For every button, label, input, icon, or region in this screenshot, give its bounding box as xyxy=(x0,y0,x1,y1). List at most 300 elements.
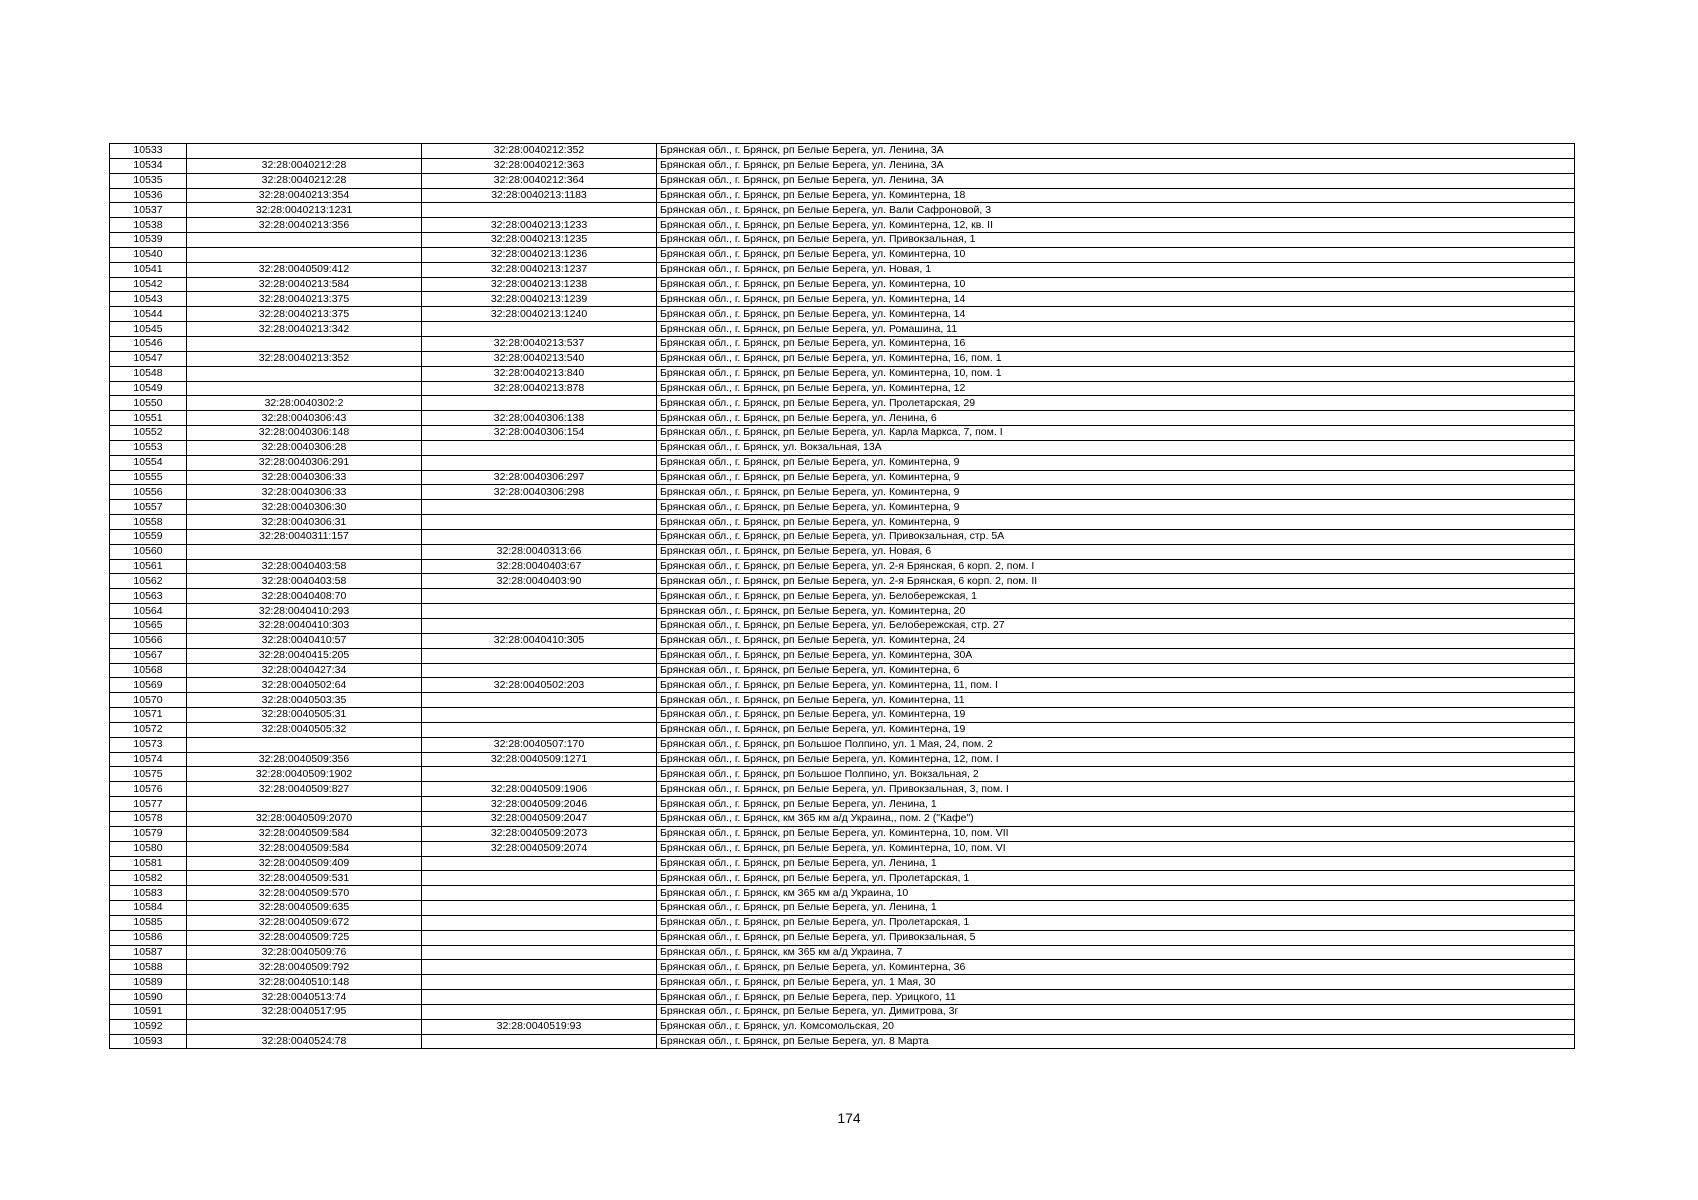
table-row xyxy=(110,648,1575,663)
object-number-cell xyxy=(422,1034,657,1049)
address-cell: Брянская обл., г. Брянск, рп Белые Берега, ул. Коминтерна, 14 xyxy=(657,292,1575,307)
address-cell: Брянская обл., г. Брянск, рп Белые Берега, ул. Ромашина, 11 xyxy=(657,322,1575,337)
row-number-cell: 10545 xyxy=(110,322,187,337)
table-row xyxy=(110,990,1575,1005)
row-number-cell: 10578 xyxy=(110,811,187,826)
table-row xyxy=(110,559,1575,574)
parcel-number-cell: 32:28:0040502:64 xyxy=(187,678,422,693)
address-cell: Брянская обл., г. Брянск, рп Белые Берега, ул. Коминтерна, 12 xyxy=(657,381,1575,396)
address-cell: Брянская обл., г. Брянск, рп Большое Полпино, ул. 1 Мая, 24, пом. 2 xyxy=(657,737,1575,752)
table-row xyxy=(110,411,1575,426)
row-number-cell: 10575 xyxy=(110,767,187,782)
address-cell: Брянская обл., г. Брянск, рп Белые Берега, ул. Коминтерна, 16 xyxy=(657,336,1575,351)
table-row xyxy=(110,500,1575,515)
table-row xyxy=(110,886,1575,901)
object-number-cell xyxy=(422,322,657,337)
address-cell: Брянская обл., г. Брянск, рп Белые Берега, ул. 8 Марта xyxy=(657,1034,1575,1049)
address-cell: Брянская обл., г. Брянск, рп Белые Берега, ул. 2-я Брянская, 6 корп. 2, пом. II xyxy=(657,574,1575,589)
address-cell: Брянская обл., г. Брянск, рп Белые Берега, ул. Ленина, 3А xyxy=(657,144,1575,159)
address-cell: Брянская обл., г. Брянск, рп Белые Берега, ул. Коминтерна, 11, пом. I xyxy=(657,678,1575,693)
object-number-cell xyxy=(422,648,657,663)
row-number-cell: 10549 xyxy=(110,381,187,396)
object-number-cell xyxy=(422,529,657,544)
parcel-number-cell: 32:28:0040509:584 xyxy=(187,841,422,856)
row-number-cell: 10577 xyxy=(110,797,187,812)
row-number-cell: 10536 xyxy=(110,188,187,203)
row-number-cell: 10585 xyxy=(110,915,187,930)
address-cell: Брянская обл., г. Брянск, рп Белые Берега, ул. Коминтерна, 9 xyxy=(657,470,1575,485)
address-cell: Брянская обл., г. Брянск, рп Белые Берега, ул. Привокзальная, 1 xyxy=(657,233,1575,248)
parcel-number-cell: 32:28:0040213:342 xyxy=(187,322,422,337)
row-number-cell: 10556 xyxy=(110,485,187,500)
row-number-cell: 10554 xyxy=(110,455,187,470)
table-row xyxy=(110,633,1575,648)
parcel-number-cell: 32:28:0040311:157 xyxy=(187,529,422,544)
object-number-cell xyxy=(422,915,657,930)
object-number-cell: 32:28:0040212:363 xyxy=(422,158,657,173)
parcel-number-cell: 32:28:0040306:33 xyxy=(187,485,422,500)
table-row xyxy=(110,515,1575,530)
row-number-cell: 10567 xyxy=(110,648,187,663)
table-row xyxy=(110,811,1575,826)
row-number-cell: 10571 xyxy=(110,708,187,723)
table-row xyxy=(110,574,1575,589)
document-table xyxy=(109,143,1575,1049)
parcel-number-cell: 32:28:0040213:375 xyxy=(187,307,422,322)
parcel-number-cell: 32:28:0040306:291 xyxy=(187,455,422,470)
parcel-number-cell: 32:28:0040410:303 xyxy=(187,619,422,634)
parcel-number-cell: 32:28:0040509:792 xyxy=(187,960,422,975)
row-number-cell: 10582 xyxy=(110,871,187,886)
parcel-number-cell: 32:28:0040410:57 xyxy=(187,633,422,648)
table-row xyxy=(110,604,1575,619)
table-row xyxy=(110,797,1575,812)
address-cell: Брянская обл., г. Брянск, рп Белые Берега, ул. Коминтерна, 9 xyxy=(657,485,1575,500)
object-number-cell: 32:28:0040509:2074 xyxy=(422,841,657,856)
row-number-cell: 10563 xyxy=(110,589,187,604)
parcel-number-cell: 32:28:0040212:28 xyxy=(187,158,422,173)
address-cell: Брянская обл., г. Брянск, рп Белые Берега, ул. 2-я Брянская, 6 корп. 2, пом. I xyxy=(657,559,1575,574)
parcel-number-cell xyxy=(187,381,422,396)
object-number-cell: 32:28:0040213:840 xyxy=(422,366,657,381)
object-number-cell: 32:28:0040213:1233 xyxy=(422,218,657,233)
table-body xyxy=(110,144,1575,1049)
address-cell: Брянская обл., г. Брянск, рп Белые Берега, ул. Коминтерна, 11 xyxy=(657,693,1575,708)
address-cell: Брянская обл., г. Брянск, км 365 км а/д Украина, 10 xyxy=(657,886,1575,901)
row-number-cell: 10589 xyxy=(110,975,187,990)
address-cell: Брянская обл., г. Брянск, рп Белые Берега, ул. Коминтерна, 10 xyxy=(657,277,1575,292)
object-number-cell xyxy=(422,500,657,515)
table-row xyxy=(110,708,1575,723)
address-cell: Брянская обл., г. Брянск, рп Белые Берега, ул. Коминтерна, 18 xyxy=(657,188,1575,203)
table-row xyxy=(110,1004,1575,1019)
parcel-number-cell xyxy=(187,144,422,159)
row-number-cell: 10569 xyxy=(110,678,187,693)
parcel-number-cell: 32:28:0040302:2 xyxy=(187,396,422,411)
address-cell: Брянская обл., г. Брянск, рп Большое Полпино, ул. Вокзальная, 2 xyxy=(657,767,1575,782)
table-row xyxy=(110,544,1575,559)
object-number-cell xyxy=(422,990,657,1005)
table-row xyxy=(110,678,1575,693)
table-row xyxy=(110,455,1575,470)
row-number-cell: 10584 xyxy=(110,901,187,916)
table-row xyxy=(110,619,1575,634)
table-row xyxy=(110,158,1575,173)
parcel-number-cell: 32:28:0040212:28 xyxy=(187,173,422,188)
object-number-cell xyxy=(422,871,657,886)
object-number-cell: 32:28:0040213:878 xyxy=(422,381,657,396)
parcel-number-cell: 32:28:0040509:725 xyxy=(187,930,422,945)
object-number-cell: 32:28:0040502:203 xyxy=(422,678,657,693)
parcel-number-cell: 32:28:0040509:531 xyxy=(187,871,422,886)
row-number-cell: 10568 xyxy=(110,663,187,678)
parcel-number-cell: 32:28:0040306:43 xyxy=(187,411,422,426)
address-cell: Брянская обл., г. Брянск, рп Белые Берега, ул. Новая, 6 xyxy=(657,544,1575,559)
row-number-cell: 10576 xyxy=(110,782,187,797)
object-number-cell: 32:28:0040212:364 xyxy=(422,173,657,188)
table-row xyxy=(110,841,1575,856)
address-cell: Брянская обл., г. Брянск, рп Белые Берега, ул. Белобережская, стр. 27 xyxy=(657,619,1575,634)
address-cell: Брянская обл., г. Брянск, рп Белые Берега, ул. Белобережская, 1 xyxy=(657,589,1575,604)
table-row xyxy=(110,826,1575,841)
row-number-cell: 10592 xyxy=(110,1019,187,1034)
parcel-number-cell: 32:28:0040503:35 xyxy=(187,693,422,708)
object-number-cell xyxy=(422,886,657,901)
object-number-cell: 32:28:0040313:66 xyxy=(422,544,657,559)
parcel-number-cell: 32:28:0040415:205 xyxy=(187,648,422,663)
parcel-number-cell: 32:28:0040213:1231 xyxy=(187,203,422,218)
parcel-number-cell: 32:28:0040408:70 xyxy=(187,589,422,604)
parcel-number-cell xyxy=(187,233,422,248)
parcel-number-cell: 32:28:0040306:28 xyxy=(187,440,422,455)
table-row xyxy=(110,381,1575,396)
object-number-cell: 32:28:0040213:1239 xyxy=(422,292,657,307)
parcel-number-cell: 32:28:0040513:74 xyxy=(187,990,422,1005)
object-number-cell xyxy=(422,945,657,960)
parcel-number-cell: 32:28:0040517:95 xyxy=(187,1004,422,1019)
row-number-cell: 10565 xyxy=(110,619,187,634)
address-cell: Брянская обл., г. Брянск, рп Белые Берега, ул. Коминтерна, 19 xyxy=(657,708,1575,723)
parcel-number-cell xyxy=(187,1019,422,1034)
parcel-number-cell: 32:28:0040510:148 xyxy=(187,975,422,990)
address-cell: Брянская обл., г. Брянск, рп Белые Берега, ул. Ленина, 1 xyxy=(657,901,1575,916)
object-number-cell: 32:28:0040213:537 xyxy=(422,336,657,351)
address-cell: Брянская обл., г. Брянск, рп Белые Берега, ул. Коминтерна, 24 xyxy=(657,633,1575,648)
parcel-number-cell: 32:28:0040509:2070 xyxy=(187,811,422,826)
object-number-cell: 32:28:0040403:67 xyxy=(422,559,657,574)
address-cell: Брянская обл., г. Брянск, рп Белые Берега, ул. Коминтерна, 36 xyxy=(657,960,1575,975)
object-number-cell: 32:28:0040213:1238 xyxy=(422,277,657,292)
parcel-number-cell: 32:28:0040509:409 xyxy=(187,856,422,871)
address-cell: Брянская обл., г. Брянск, рп Белые Берега, ул. Коминтерна, 10, пом. VI xyxy=(657,841,1575,856)
object-number-cell xyxy=(422,396,657,411)
address-cell: Брянская обл., г. Брянск, рп Белые Берега, ул. Коминтерна, 6 xyxy=(657,663,1575,678)
object-number-cell: 32:28:0040509:1906 xyxy=(422,782,657,797)
row-number-cell: 10551 xyxy=(110,411,187,426)
row-number-cell: 10544 xyxy=(110,307,187,322)
table-row xyxy=(110,589,1575,604)
object-number-cell: 32:28:0040306:297 xyxy=(422,470,657,485)
object-number-cell xyxy=(422,663,657,678)
table-row xyxy=(110,203,1575,218)
row-number-cell: 10570 xyxy=(110,693,187,708)
parcel-number-cell: 32:28:0040509:76 xyxy=(187,945,422,960)
table-row xyxy=(110,1034,1575,1049)
address-cell: Брянская обл., г. Брянск, рп Белые Берега, ул. Коминтерна, 12, кв. II xyxy=(657,218,1575,233)
row-number-cell: 10541 xyxy=(110,262,187,277)
object-number-cell: 32:28:0040403:90 xyxy=(422,574,657,589)
row-number-cell: 10537 xyxy=(110,203,187,218)
row-number-cell: 10586 xyxy=(110,930,187,945)
address-cell: Брянская обл., г. Брянск, рп Белые Берега, ул. Пролетарская, 29 xyxy=(657,396,1575,411)
address-cell: Брянская обл., г. Брянск, рп Белые Берега, ул. Димитрова, 3г xyxy=(657,1004,1575,1019)
parcel-number-cell: 32:28:0040403:58 xyxy=(187,559,422,574)
address-cell: Брянская обл., г. Брянск, рп Белые Берега, ул. 1 Мая, 30 xyxy=(657,975,1575,990)
object-number-cell xyxy=(422,693,657,708)
address-cell: Брянская обл., г. Брянск, рп Белые Берега, ул. Коминтерна, 19 xyxy=(657,722,1575,737)
parcel-number-cell xyxy=(187,336,422,351)
table-row xyxy=(110,277,1575,292)
object-number-cell: 32:28:0040213:1183 xyxy=(422,188,657,203)
object-number-cell: 32:28:0040213:540 xyxy=(422,351,657,366)
table-row xyxy=(110,960,1575,975)
table-row xyxy=(110,173,1575,188)
table-row xyxy=(110,693,1575,708)
row-number-cell: 10550 xyxy=(110,396,187,411)
parcel-number-cell: 32:28:0040213:356 xyxy=(187,218,422,233)
object-number-cell: 32:28:0040306:138 xyxy=(422,411,657,426)
address-cell: Брянская обл., г. Брянск, рп Белые Берега, ул. Коминтерна, 16, пом. 1 xyxy=(657,351,1575,366)
parcel-number-cell: 32:28:0040306:30 xyxy=(187,500,422,515)
row-number-cell: 10580 xyxy=(110,841,187,856)
address-cell: Брянская обл., г. Брянск, рп Белые Берега, ул. Коминтерна, 9 xyxy=(657,455,1575,470)
table-row xyxy=(110,975,1575,990)
row-number-cell: 10581 xyxy=(110,856,187,871)
table-row xyxy=(110,737,1575,752)
parcel-number-cell: 32:28:0040403:58 xyxy=(187,574,422,589)
parcel-number-cell: 32:28:0040306:148 xyxy=(187,426,422,441)
row-number-cell: 10579 xyxy=(110,826,187,841)
row-number-cell: 10534 xyxy=(110,158,187,173)
table-row xyxy=(110,722,1575,737)
row-number-cell: 10542 xyxy=(110,277,187,292)
row-number-cell: 10573 xyxy=(110,737,187,752)
table-row xyxy=(110,188,1575,203)
table-row xyxy=(110,262,1575,277)
table-row xyxy=(110,440,1575,455)
address-cell: Брянская обл., г. Брянск, рп Белые Берега, ул. Ленина, 6 xyxy=(657,411,1575,426)
table-row xyxy=(110,915,1575,930)
parcel-number-cell: 32:28:0040509:356 xyxy=(187,752,422,767)
row-number-cell: 10533 xyxy=(110,144,187,159)
table-row xyxy=(110,470,1575,485)
address-cell: Брянская обл., г. Брянск, рп Белые Берега, ул. Вали Сафроновой, 3 xyxy=(657,203,1575,218)
row-number-cell: 10593 xyxy=(110,1034,187,1049)
object-number-cell xyxy=(422,203,657,218)
row-number-cell: 10543 xyxy=(110,292,187,307)
parcel-number-cell xyxy=(187,797,422,812)
table-row xyxy=(110,945,1575,960)
parcel-number-cell: 32:28:0040509:672 xyxy=(187,915,422,930)
parcel-number-cell: 32:28:0040410:293 xyxy=(187,604,422,619)
table-row xyxy=(110,871,1575,886)
parcel-number-cell: 32:28:0040213:584 xyxy=(187,277,422,292)
table-row xyxy=(110,752,1575,767)
object-number-cell: 32:28:0040213:1240 xyxy=(422,307,657,322)
row-number-cell: 10566 xyxy=(110,633,187,648)
address-cell: Брянская обл., г. Брянск, рп Белые Берега, ул. Коминтерна, 12, пом. I xyxy=(657,752,1575,767)
address-cell: Брянская обл., г. Брянск, рп Белые Берега, пер. Урицкого, 11 xyxy=(657,990,1575,1005)
table-row xyxy=(110,856,1575,871)
object-number-cell xyxy=(422,767,657,782)
parcel-number-cell: 32:28:0040213:352 xyxy=(187,351,422,366)
table-row xyxy=(110,247,1575,262)
row-number-cell: 10560 xyxy=(110,544,187,559)
address-cell: Брянская обл., г. Брянск, рп Белые Берега, ул. Коминтерна, 30А xyxy=(657,648,1575,663)
row-number-cell: 10547 xyxy=(110,351,187,366)
address-cell: Брянская обл., г. Брянск, рп Белые Берега, ул. Пролетарская, 1 xyxy=(657,871,1575,886)
address-cell: Брянская обл., г. Брянск, рп Белые Берега, ул. Привокзальная, 3, пом. I xyxy=(657,782,1575,797)
parcel-number-cell: 32:28:0040213:354 xyxy=(187,188,422,203)
object-number-cell: 32:28:0040213:1236 xyxy=(422,247,657,262)
object-number-cell: 32:28:0040509:2046 xyxy=(422,797,657,812)
parcel-number-cell xyxy=(187,737,422,752)
object-number-cell xyxy=(422,619,657,634)
object-number-cell xyxy=(422,455,657,470)
table-row xyxy=(110,485,1575,500)
table-row xyxy=(110,663,1575,678)
parcel-number-cell: 32:28:0040509:635 xyxy=(187,901,422,916)
object-number-cell xyxy=(422,960,657,975)
table-row xyxy=(110,901,1575,916)
address-cell: Брянская обл., г. Брянск, рп Белые Берега, ул. Новая, 1 xyxy=(657,262,1575,277)
address-cell: Брянская обл., г. Брянск, рп Белые Берега, ул. Коминтерна, 10, пом. 1 xyxy=(657,366,1575,381)
parcel-number-cell: 32:28:0040509:570 xyxy=(187,886,422,901)
row-number-cell: 10590 xyxy=(110,990,187,1005)
row-number-cell: 10572 xyxy=(110,722,187,737)
object-number-cell xyxy=(422,589,657,604)
table-row xyxy=(110,144,1575,159)
row-number-cell: 10539 xyxy=(110,233,187,248)
row-number-cell: 10583 xyxy=(110,886,187,901)
address-cell: Брянская обл., г. Брянск, км 365 км а/д Украина,, пом. 2 ("Кафе") xyxy=(657,811,1575,826)
address-cell: Брянская обл., г. Брянск, рп Белые Берега, ул. Коминтерна, 10, пом. VII xyxy=(657,826,1575,841)
object-number-cell xyxy=(422,901,657,916)
object-number-cell: 32:28:0040507:170 xyxy=(422,737,657,752)
parcel-number-cell xyxy=(187,544,422,559)
table-row xyxy=(110,529,1575,544)
table-row xyxy=(110,426,1575,441)
object-number-cell xyxy=(422,930,657,945)
parcel-number-cell xyxy=(187,366,422,381)
table-row xyxy=(110,396,1575,411)
table-row xyxy=(110,218,1575,233)
object-number-cell: 32:28:0040509:1271 xyxy=(422,752,657,767)
address-cell: Брянская обл., г. Брянск, рп Белые Берега, ул. Ленина, 3А xyxy=(657,173,1575,188)
object-number-cell: 32:28:0040306:154 xyxy=(422,426,657,441)
row-number-cell: 10574 xyxy=(110,752,187,767)
object-number-cell xyxy=(422,604,657,619)
address-cell: Брянская обл., г. Брянск, ул. Вокзальная, 13А xyxy=(657,440,1575,455)
address-cell: Брянская обл., г. Брянск, рп Белые Берега, ул. Ленина, 1 xyxy=(657,856,1575,871)
address-cell: Брянская обл., г. Брянск, рп Белые Берега, ул. Привокзальная, стр. 5А xyxy=(657,529,1575,544)
row-number-cell: 10559 xyxy=(110,529,187,544)
row-number-cell: 10538 xyxy=(110,218,187,233)
parcel-number-cell: 32:28:0040427:34 xyxy=(187,663,422,678)
object-number-cell: 32:28:0040306:298 xyxy=(422,485,657,500)
row-number-cell: 10557 xyxy=(110,500,187,515)
address-cell: Брянская обл., г. Брянск, рп Белые Берега, ул. Привокзальная, 5 xyxy=(657,930,1575,945)
address-cell: Брянская обл., г. Брянск, рп Белые Берега, ул. Коминтерна, 20 xyxy=(657,604,1575,619)
object-number-cell xyxy=(422,1004,657,1019)
address-cell: Брянская обл., г. Брянск, ул. Комсомольская, 20 xyxy=(657,1019,1575,1034)
table-row xyxy=(110,767,1575,782)
parcel-number-cell xyxy=(187,247,422,262)
object-number-cell: 32:28:0040212:352 xyxy=(422,144,657,159)
row-number-cell: 10561 xyxy=(110,559,187,574)
row-number-cell: 10591 xyxy=(110,1004,187,1019)
object-number-cell xyxy=(422,722,657,737)
object-number-cell: 32:28:0040509:2073 xyxy=(422,826,657,841)
row-number-cell: 10564 xyxy=(110,604,187,619)
object-number-cell xyxy=(422,856,657,871)
table-row xyxy=(110,233,1575,248)
table-row xyxy=(110,930,1575,945)
object-number-cell: 32:28:0040213:1237 xyxy=(422,262,657,277)
parcel-number-cell: 32:28:0040505:32 xyxy=(187,722,422,737)
parcel-number-cell: 32:28:0040509:1902 xyxy=(187,767,422,782)
object-number-cell: 32:28:0040213:1235 xyxy=(422,233,657,248)
row-number-cell: 10562 xyxy=(110,574,187,589)
address-cell: Брянская обл., г. Брянск, рп Белые Берега, ул. Коминтерна, 9 xyxy=(657,515,1575,530)
parcel-number-cell: 32:28:0040509:412 xyxy=(187,262,422,277)
parcel-number-cell: 32:28:0040306:31 xyxy=(187,515,422,530)
address-cell: Брянская обл., г. Брянск, рп Белые Берега, ул. Коминтерна, 14 xyxy=(657,307,1575,322)
object-number-cell: 32:28:0040410:305 xyxy=(422,633,657,648)
table-row xyxy=(110,336,1575,351)
address-cell: Брянская обл., г. Брянск, рп Белые Берега, ул. Ленина, 3А xyxy=(657,158,1575,173)
table-row xyxy=(110,322,1575,337)
address-cell: Брянская обл., г. Брянск, рп Белые Берега, ул. Пролетарская, 1 xyxy=(657,915,1575,930)
parcel-number-cell: 32:28:0040213:375 xyxy=(187,292,422,307)
table-row xyxy=(110,1019,1575,1034)
row-number-cell: 10540 xyxy=(110,247,187,262)
address-cell: Брянская обл., г. Брянск, рп Белые Берега, ул. Коминтерна, 10 xyxy=(657,247,1575,262)
parcel-number-cell: 32:28:0040524:78 xyxy=(187,1034,422,1049)
parcel-number-cell: 32:28:0040306:33 xyxy=(187,470,422,485)
table-row xyxy=(110,351,1575,366)
object-number-cell xyxy=(422,440,657,455)
row-number-cell: 10588 xyxy=(110,960,187,975)
row-number-cell: 10553 xyxy=(110,440,187,455)
address-cell: Брянская обл., г. Брянск, рп Белые Берега, ул. Ленина, 1 xyxy=(657,797,1575,812)
object-number-cell: 32:28:0040519:93 xyxy=(422,1019,657,1034)
row-number-cell: 10546 xyxy=(110,336,187,351)
object-number-cell: 32:28:0040509:2047 xyxy=(422,811,657,826)
parcel-number-cell: 32:28:0040509:827 xyxy=(187,782,422,797)
object-number-cell xyxy=(422,515,657,530)
address-cell: Брянская обл., г. Брянск, рп Белые Берега, ул. Коминтерна, 9 xyxy=(657,500,1575,515)
table-row xyxy=(110,782,1575,797)
parcel-number-cell: 32:28:0040509:584 xyxy=(187,826,422,841)
table-row xyxy=(110,366,1575,381)
table-row xyxy=(110,292,1575,307)
table-row xyxy=(110,307,1575,322)
row-number-cell: 10552 xyxy=(110,426,187,441)
row-number-cell: 10587 xyxy=(110,945,187,960)
page-number: 174 xyxy=(837,1110,861,1126)
parcel-number-cell: 32:28:0040505:31 xyxy=(187,708,422,723)
